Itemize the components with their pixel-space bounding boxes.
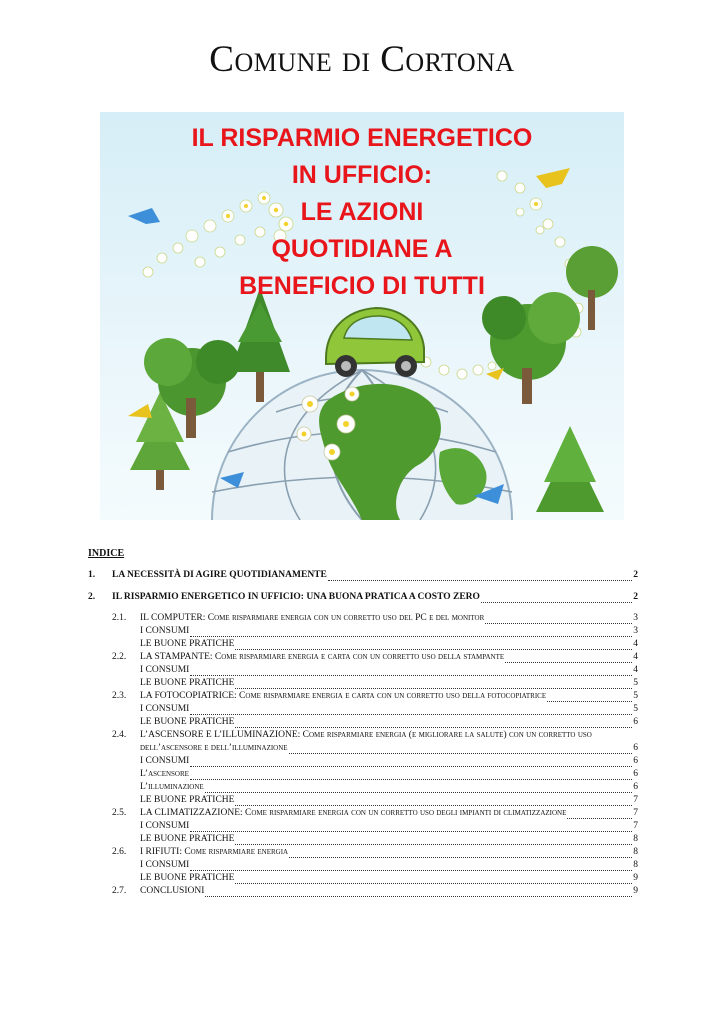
toc-number: 2.4. [112,730,127,740]
toc-page-number: 5 [633,678,638,688]
toc-leader [289,744,633,754]
page-title: Comune di Cortona [209,39,515,80]
cover-headline-line: IL RISPARMIO ENERGETICO [191,124,533,152]
toc-page-number: 6 [633,782,638,792]
electric-car [326,308,424,377]
toc-label: LA FOTOCOPIATRICE: Come risparmiare energia e carta con un corretto uso della fotocopiatrice [140,691,547,701]
toc-page-number: 8 [633,847,638,857]
toc-label: dell’ascensore e dell’illuminazione [140,743,288,753]
toc-leader [190,666,632,676]
toc-label: I CONSUMI [140,626,190,636]
toc-label: LE BUONE PRATICHE [140,678,235,688]
toc-page-number: 7 [633,821,638,831]
toc-label: LE BUONE PRATICHE [140,834,235,844]
toc-subentry[interactable] [140,832,638,845]
toc-page-number: 3 [633,626,638,636]
toc-page-number: 6 [633,743,638,753]
toc-label: I CONSUMI [140,821,190,831]
toc-page-number: 6 [633,756,638,766]
toc-page-number: 4 [633,639,638,649]
toc-label: I CONSUMI [140,665,190,675]
toc-number: 2.6. [112,847,127,857]
toc-number: 2.5. [112,808,127,818]
toc-leader [505,653,632,663]
toc-subentry[interactable] [140,767,638,780]
cover-headline-line: QUOTIDIANE A [271,235,453,263]
toc-label: LE BUONE PRATICHE [140,795,235,805]
toc-number: 2.2. [112,652,127,662]
pine-tree-center [230,288,290,402]
cover-illustration [100,112,624,520]
toc-leader [328,571,632,581]
toc-entry-2-7[interactable] [112,884,638,897]
toc-leader [235,718,632,728]
toc-page-number: 5 [633,691,638,701]
toc-number: 2.1. [112,613,127,623]
toc-subentry[interactable] [140,858,638,871]
toc-leader [190,705,632,715]
toc-entry-2[interactable] [88,590,638,603]
toc-leader [235,874,632,884]
toc-leader [205,783,633,793]
toc-entry-2-4[interactable] [112,728,638,741]
toc-leader [547,692,632,702]
toc-page-number: 8 [633,834,638,844]
toc-label: LA CLIMATIZZAZIONE: Come risparmiare energia con un corretto uso degli impianti di climatizzazione [140,808,567,818]
toc-page-number: 9 [633,873,638,883]
toc-subentry[interactable] [140,793,638,806]
leafy-tree-right [482,292,580,404]
toc-leader [190,770,632,780]
toc-entry-2-1[interactable] [112,611,638,624]
toc-label: I CONSUMI [140,704,190,714]
index-heading: INDICE [88,548,125,559]
toc-entry-2-4-cont[interactable] [140,741,638,754]
toc-subentry[interactable] [140,871,638,884]
toc-leader [235,796,632,806]
cover-headline-line: LE AZIONI [300,198,424,226]
toc-label: I CONSUMI [140,860,190,870]
toc-leader [289,848,632,858]
toc-leader [235,640,632,650]
toc-label: LE BUONE PRATICHE [140,639,235,649]
toc-subentry[interactable] [140,715,638,728]
toc-leader [235,835,632,845]
toc-label: L’ascensore [140,769,189,779]
toc-entry-1[interactable] [88,568,638,581]
toc-page-number: 6 [633,717,638,727]
toc-leader [481,593,632,603]
toc-entry-2-5[interactable] [112,806,638,819]
toc-label: I CONSUMI [140,756,190,766]
toc-entry-2-6[interactable] [112,845,638,858]
toc-page-number: 9 [633,886,638,896]
toc-subentry[interactable] [140,663,638,676]
toc-number: 2.7. [112,886,127,896]
toc-leader [190,757,632,767]
toc-label: L’ASCENSORE E L’ILLUMINAZIONE: Come risparmiare energia (e migliorare la salute) con un corretto uso [140,730,592,740]
toc-subentry[interactable] [140,624,638,637]
toc-subentry[interactable] [140,702,638,715]
toc-subentry[interactable] [140,676,638,689]
cover-headline-line: BENEFICIO DI TUTTI [239,272,485,300]
cover-headline [100,120,624,305]
toc-leader [235,679,632,689]
toc-label: IL RISPARMIO ENERGETICO IN UFFICIO: UNA BUONA PRATICA A COSTO ZERO [112,592,480,602]
toc-label: I RIFIUTI: Come risparmiare energia [140,847,289,857]
toc-page-number: 6 [633,769,638,779]
toc-page-number: 5 [633,704,638,714]
toc-label: CONCLUSIONI [140,886,205,896]
toc-subentry[interactable] [140,780,638,793]
toc-page-number: 2 [633,592,638,602]
toc-page-number: 7 [633,795,638,805]
toc-leader [485,614,632,624]
toc-subentry[interactable] [140,637,638,650]
toc-number: 2. [88,592,96,602]
toc-label: LE BUONE PRATICHE [140,873,235,883]
toc-page-number: 2 [633,570,638,580]
toc-label: LA NECESSITÀ DI AGIRE QUOTIDIANAMENTE [112,570,327,580]
toc-label: LE BUONE PRATICHE [140,717,235,727]
toc-label: L’illuminazione [140,782,204,792]
toc-leader [567,809,632,819]
toc-entry-2-2[interactable] [112,650,638,663]
toc-leader [205,887,632,897]
toc-leader [190,861,632,871]
toc-page-number: 8 [633,860,638,870]
toc-number: 1. [88,570,96,580]
toc-entry-2-3[interactable] [112,689,638,702]
toc-page-number: 4 [633,652,638,662]
toc-subentry[interactable] [140,819,638,832]
toc-label: IL COMPUTER: Come risparmiare energia con un corretto uso del PC e del monitor [140,613,485,623]
toc-leader [190,822,632,832]
toc-number: 2.3. [112,691,127,701]
cover-headline-line: IN UFFICIO: [291,161,433,189]
toc-page-number: 7 [633,808,638,818]
toc-subentry[interactable] [140,754,638,767]
pine-tree-right [536,426,604,512]
toc-page-number: 4 [633,665,638,675]
toc-leader [190,627,632,637]
toc-label: LA STAMPANTE: Come risparmiare energia e carta con un corretto uso della stampante [140,652,505,662]
toc-page-number: 3 [633,613,638,623]
